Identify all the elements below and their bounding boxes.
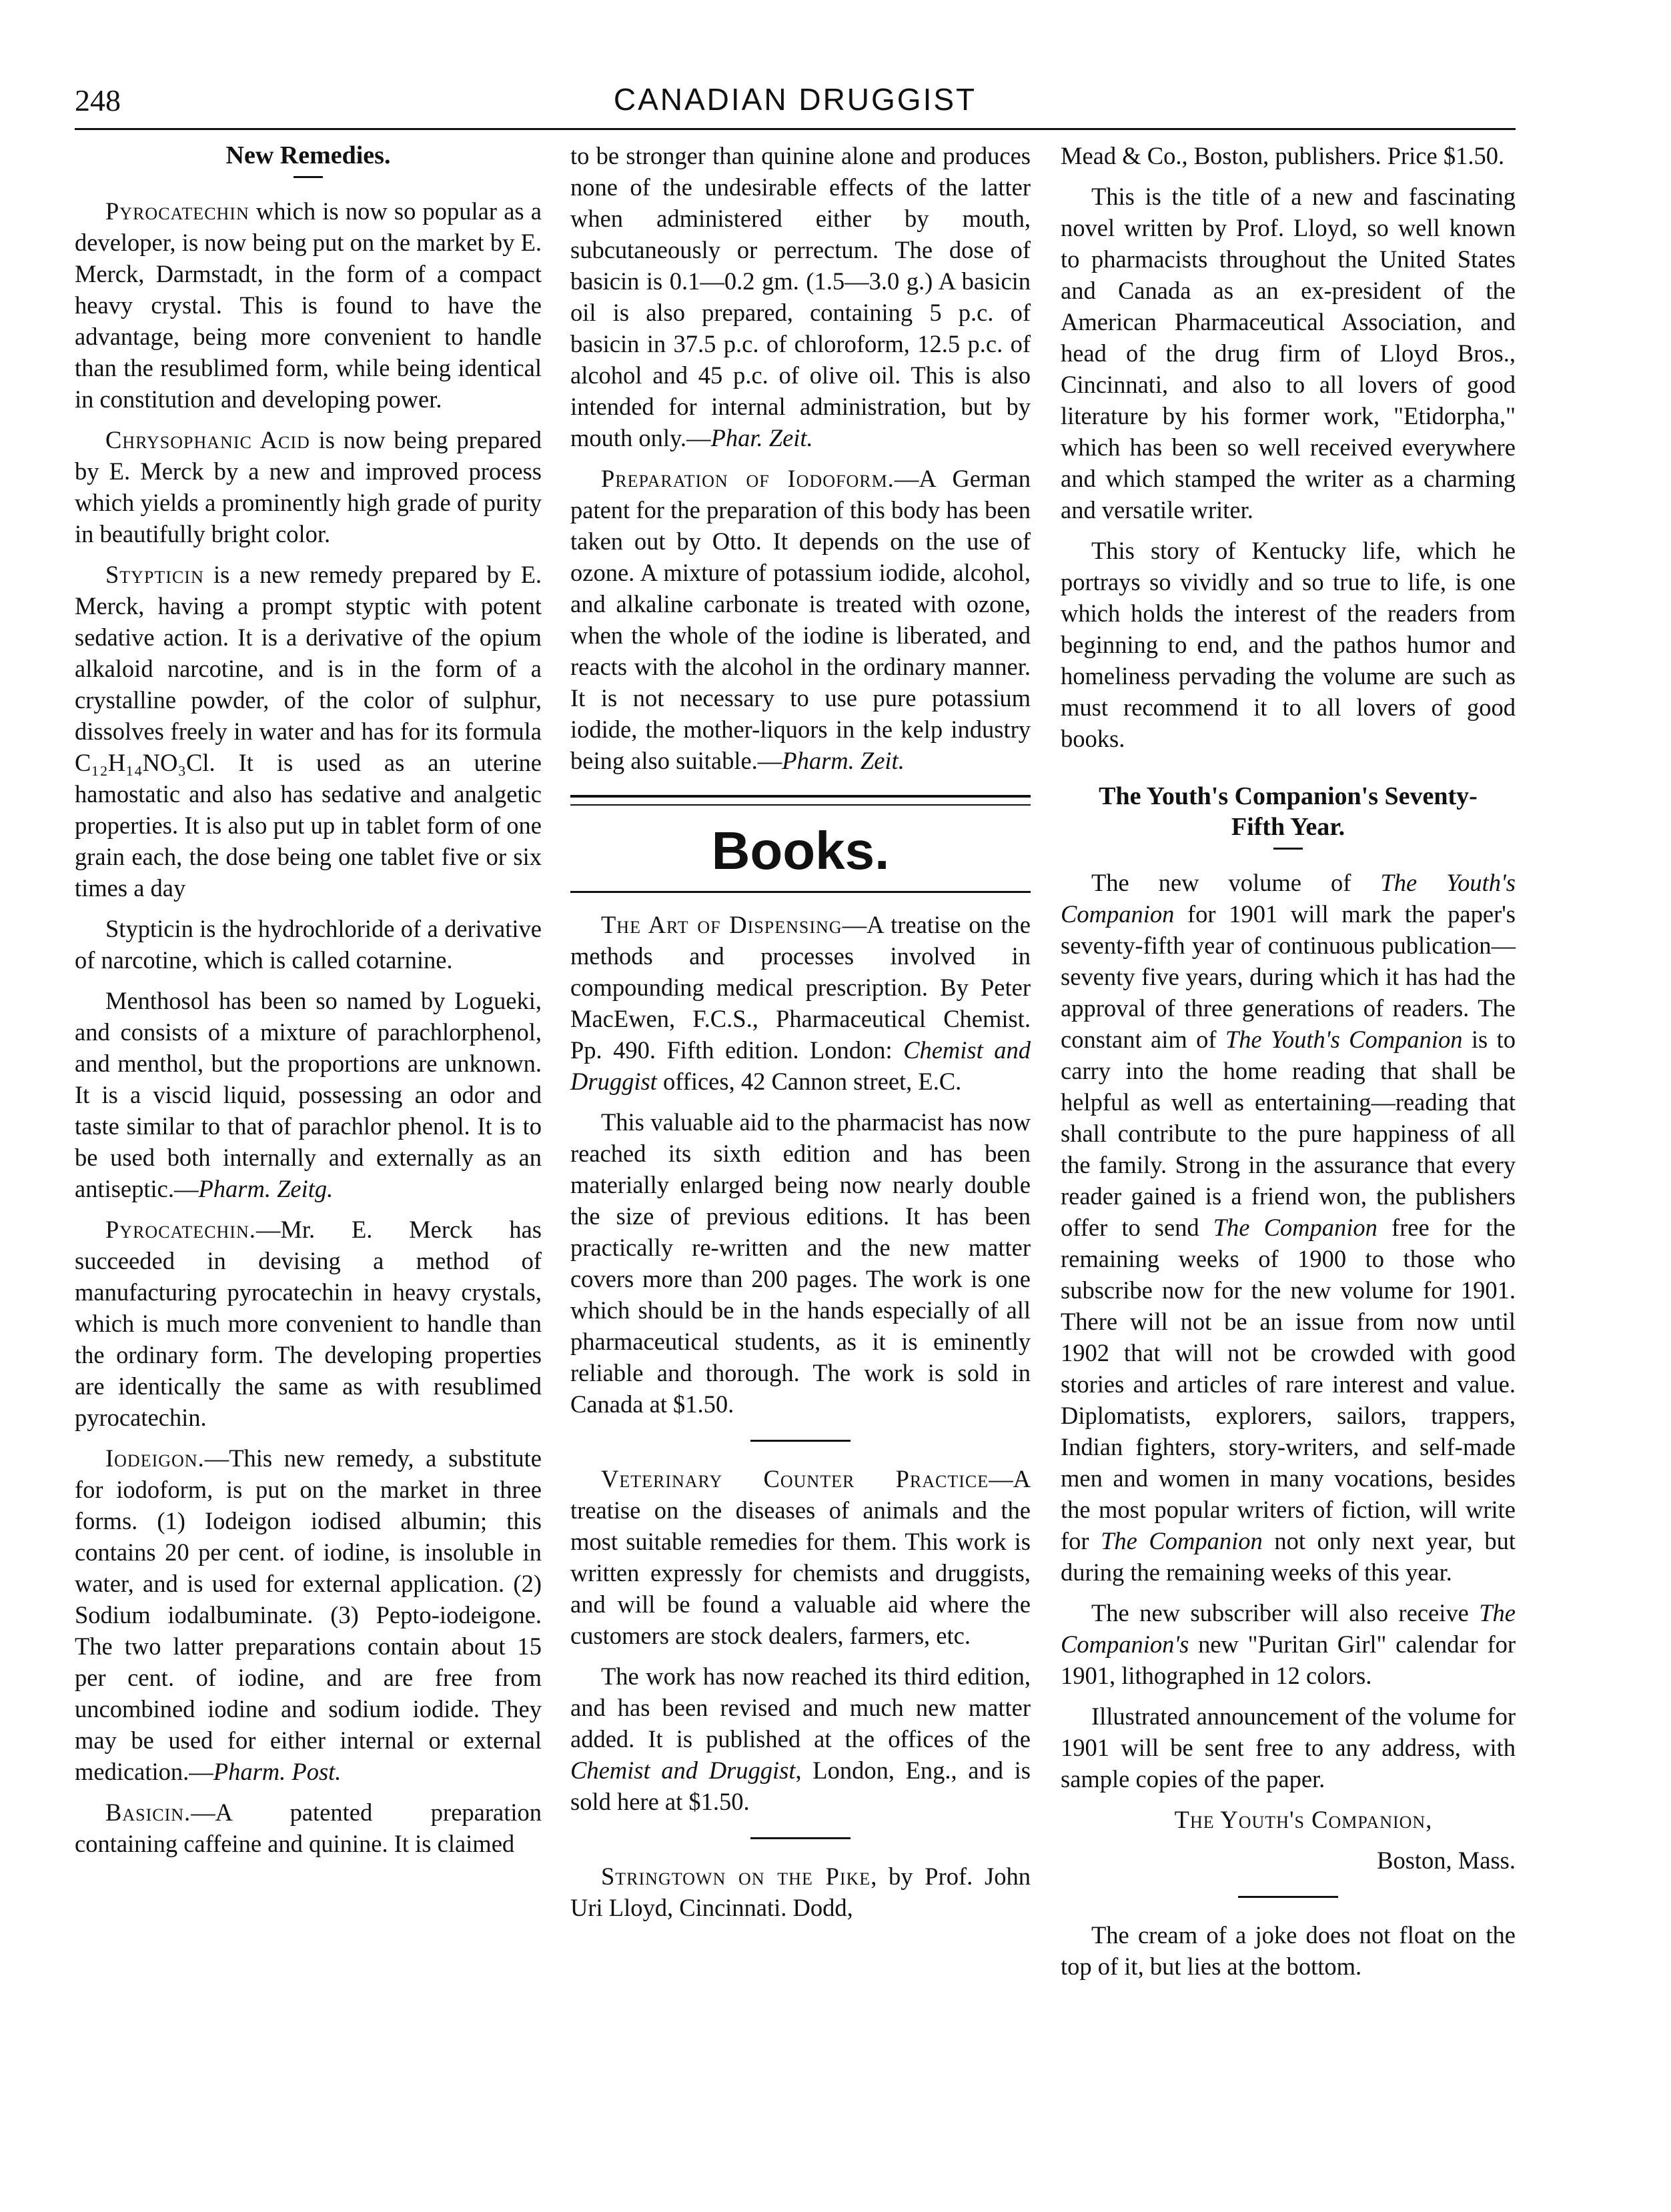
section-heading-books: Books. xyxy=(711,821,890,880)
paragraph-text: The new subscriber will also receive xyxy=(1091,1599,1480,1626)
paragraph-text: The work has now reached its third edition, and has been revised and much new matter added. It is published at the offices of the xyxy=(570,1663,1031,1753)
run-in-head: The Art of Dispensing xyxy=(601,911,843,938)
citation: The Youth's Companion xyxy=(1061,869,1516,928)
article-preparation-of-iodoform xyxy=(570,463,1031,776)
paragraph-text: —Mr. E. Merck has succeeded in devising a method of manufacturing pyrocatechin in heavy crystals, which is much more convenient to handle than the ordinary form. The developing properties are identically the same as with resublimed pyrocatechin. xyxy=(75,1216,542,1431)
citation: Chemist and Druggist xyxy=(570,1757,796,1784)
run-in-head: Iodeigon. xyxy=(105,1444,205,1472)
citation: Phar. Zeit. xyxy=(710,424,813,451)
header-rule xyxy=(75,128,1516,130)
column-1 xyxy=(75,140,542,1869)
heading-line: Fifth Year. xyxy=(1231,813,1345,841)
paragraph-text: —A treatise on the diseases of animals and the most suitable remedies for them. This work is written expressly for chemists and druggists, and will be found a valuable aid where the customers are stock dealers, farmers, etc. xyxy=(570,1465,1031,1649)
citation: The Companion's xyxy=(1061,1599,1516,1658)
review-stringtown-body: This is the title of a new and fascinating novel written by Prof. Lloyd, so well known to pharmacists throughout the United States and Canada as an ex-president of the American Pharmaceutical Association, and head of the drug firm of Lloyd Bros., Cincinnati, and also to all lovers of good literature by his former work, "Etidorpha," which has been so well received everywhere and which stamped the writer as a charming and versatile writer. xyxy=(1061,183,1516,523)
section-divider xyxy=(570,795,1031,806)
paragraph-text: The new volume of xyxy=(1091,869,1381,896)
paragraph-text: which is now so popular as a developer, is now being put on the market by E. Merck, Darmstadt, in the form of a compact heavy crystal. This is found to have the advantage, being more convenient to handle than the resublimed form, while being identical in constitution and developing power. xyxy=(75,197,542,413)
spacer xyxy=(1061,764,1516,781)
column-3 xyxy=(1061,140,1516,1991)
paragraph-text: is to carry into the home reading that shall be helpful as well as entertaining—reading that shall contribute to the pure happiness of all the family. Strong in the assurance that every reader gained is a friend won, the publishers offer to send xyxy=(1061,1026,1516,1241)
paragraph-text: free for the remaining weeks of 1900 to those who subscribe now for the new volume for 1901. There will not be an issue from now until 1902 that will not be crowded with good stories and articles of rare interest and value. Diplomatists, explorers, sailors, trappers, Indian fighters, story-writers, and self-made men and women in many vocations, besides the most popular writers of fiction, will write for xyxy=(1061,1214,1516,1554)
paragraph-text: —This new remedy, a substitute for iodoform, is put on the market in three forms. (1) Iodeigon iodised albumin; this contains 20 per cent. of iodine, is insoluble in water, and is used for external application. (2) Sodium iodalbuminate. (3) Pepto-iodeigone. The two latter preparations contain about 15 per cent. of iodine, and are free from uncombined iodine and sodium iodide. They may be used for either internal or external medication.— xyxy=(75,1444,542,1785)
item-separator xyxy=(750,1837,851,1839)
paragraph-text: for 1901 will mark the paper's seventy-fifth year of continuous publication—seventy five years, during which it has had the approval of three generations of readers. The constant aim of xyxy=(1061,900,1516,1053)
citation: The Youth's Companion xyxy=(1225,1026,1463,1053)
article-menthosol xyxy=(75,985,542,1204)
run-in-head: Pyrocatechin. xyxy=(105,1216,256,1243)
paragraph-stypticin-note: Stypticin is the hydrochloride of a derivative of narcotine, which is called cotarnine. xyxy=(75,915,542,974)
joke-filler: The cream of a joke does not float on the top of it, but lies at the bottom. xyxy=(1061,1921,1516,1980)
review-stringtown-continued: Mead & Co., Boston, publishers. Price $1.50. xyxy=(1061,142,1505,169)
citation: Pharm. Zeit. xyxy=(782,747,905,774)
section-heading-new-remedies: New Remedies. xyxy=(225,141,391,169)
article-pyrocatechin xyxy=(75,195,542,415)
run-in-head: Basicin. xyxy=(105,1799,191,1826)
review-stringtown-body-2: This story of Kentucky life, which he portrays so vividly and so true to life, is one which holds the interest of the readers from beginning to end, and the pathos humor and homeliness pervading the volume are such as must recommend it to all lovers of good books. xyxy=(1061,537,1516,752)
paragraph-text: not only next year, but during the remaining weeks of this year. xyxy=(1061,1527,1516,1586)
article-youths-companion xyxy=(1061,867,1516,1588)
paragraph-text: is a new remedy prepared by E. Merck, having a prompt styptic with potent sedative action. It is a derivative of the opium alkaloid narcotine, and is in the form of a crystalline powder, of the color of sulphur, dissolves freely in water and has for its formula C₁₂H₁₄NO₃Cl. It is used as an uterine hamostatic and also has sedative and analgetic properties. It is also put up in tablet form of one grain each, the dose being one tablet five or six times a day xyxy=(75,561,542,902)
citation: The Companion xyxy=(1213,1214,1377,1241)
run-in-head: Preparation of Iodoform. xyxy=(601,465,895,492)
paragraph-text: —A German patent for the preparation of this body has been taken out by Otto. It depends on the use of ozone. A mixture of potassium iodide, alcohol, and alkaline carbonate is treated with ozone, when the whole of the iodine is liberated, and reacts with the alcohol in the ordinary manner. It is not necessary to use pure potassium iodide, the mother-liquors in the kelp industry being also suitable.— xyxy=(570,465,1031,774)
run-in-head: Stypticin xyxy=(105,561,204,588)
review-art-of-dispensing-body: This valuable aid to the pharmacist has now reached its sixth edition and has been materially enlarged being now nearly double the size of previous editions. It has been practically re-written and the new matter covers more than 200 pages. The work is one which should be in the hands especially of all pharmaceutical students, as it is eminently reliable and thorough. The work is sold in Canada at $1.50. xyxy=(570,1108,1031,1418)
review-veterinary-counter-practice xyxy=(570,1463,1031,1651)
running-title: CANADIAN DRUGGIST xyxy=(613,82,977,117)
heading-line: The Youth's Companion's Seventy- xyxy=(1099,782,1478,810)
paragraph-text: , London, Eng., and is sold here at $1.50. xyxy=(570,1757,1031,1815)
run-in-head: Pyrocatechin xyxy=(105,197,249,225)
article-pyrocatechin-crystals xyxy=(75,1214,542,1433)
paragraph-text: Menthosol has been so named by Logueki, and consists of a mixture of parachlorphenol, and menthol, but the proportions are unknown. It is a viscid liquid, possessing an odor and taste similar to that of parachlor phenol. It is to be used both internally and externally as an antiseptic.— xyxy=(75,987,542,1202)
column-2 xyxy=(570,140,1031,1933)
article-stypticin xyxy=(75,559,542,904)
heading-dash xyxy=(294,176,323,178)
page-number: 248 xyxy=(75,83,121,117)
paragraph-text: offices, 42 Cannon street, E.C. xyxy=(656,1068,962,1095)
paragraph-text: , by Prof. John Uri Lloyd, Cincinnati. Dodd, xyxy=(570,1863,1031,1921)
heading-dash xyxy=(1273,848,1303,850)
signature-line-1: The Youth's Companion, xyxy=(1174,1806,1433,1833)
item-separator xyxy=(750,1440,851,1442)
citation: Chemist and Druggist xyxy=(570,1036,1031,1095)
paragraph-text: is now being prepared by E. Merck by a new and improved process which yields a prominently high grade of purity in beautifully bright color. xyxy=(75,426,542,547)
article-iodeigon xyxy=(75,1442,542,1787)
citation: The Companion xyxy=(1101,1527,1263,1554)
article-basicin-continued xyxy=(570,140,1031,453)
citation: Pharm. Zeitg. xyxy=(198,1175,334,1202)
review-art-of-dispensing xyxy=(570,909,1031,1097)
article-chrysophanic-acid xyxy=(75,424,542,549)
run-in-head: Chrysophanic Acid xyxy=(105,426,310,453)
paragraph-text: to be stronger than quinine alone and produces none of the undesirable effects of the latter when administered either by mouth, subcutaneously or perrectum. The dose of basicin is 0.1—0.2 gm. (1.5—3.0 g.) A basicin oil is also prepared, containing 5 p.c. of basicin in 37.5 p.c. of chloroform, 12.5 p.c. of alcohol and 45 p.c. of olive oil. This is also intended for internal administration, but by mouth only.— xyxy=(570,142,1031,451)
citation: Pharm. Post. xyxy=(213,1758,342,1785)
article-youths-companion-calendar xyxy=(1061,1597,1516,1691)
item-separator xyxy=(1238,1896,1338,1898)
books-rule xyxy=(570,891,1031,893)
section-heading-youths-companion xyxy=(1061,781,1516,842)
article-basicin xyxy=(75,1797,542,1859)
paragraph-text: —A patented preparation containing caffeine and quinine. It is claimed xyxy=(75,1799,542,1857)
review-stringtown-on-the-pike xyxy=(570,1861,1031,1923)
run-in-head: Stringtown on the Pike xyxy=(601,1863,871,1890)
review-veterinary-body xyxy=(570,1661,1031,1817)
paragraph-text: —A treatise on the methods and processes involved in compounding medical prescription. By Peter MacEwen, F.C.S., Pharmaceutical Chemist. Pp. 490. Fifth edition. London: xyxy=(570,911,1031,1064)
paragraph-text: new "Puritan Girl" calendar for 1901, lithographed in 12 colors. xyxy=(1061,1630,1516,1689)
page-header xyxy=(75,79,1516,128)
signature-line-2: Boston, Mass. xyxy=(1377,1847,1516,1874)
run-in-head: Veterinary Counter Practice xyxy=(601,1465,989,1492)
article-youths-companion-announcement: Illustrated announcement of the volume for 1901 will be sent free to any address, with sample copies of the paper. xyxy=(1061,1703,1516,1793)
